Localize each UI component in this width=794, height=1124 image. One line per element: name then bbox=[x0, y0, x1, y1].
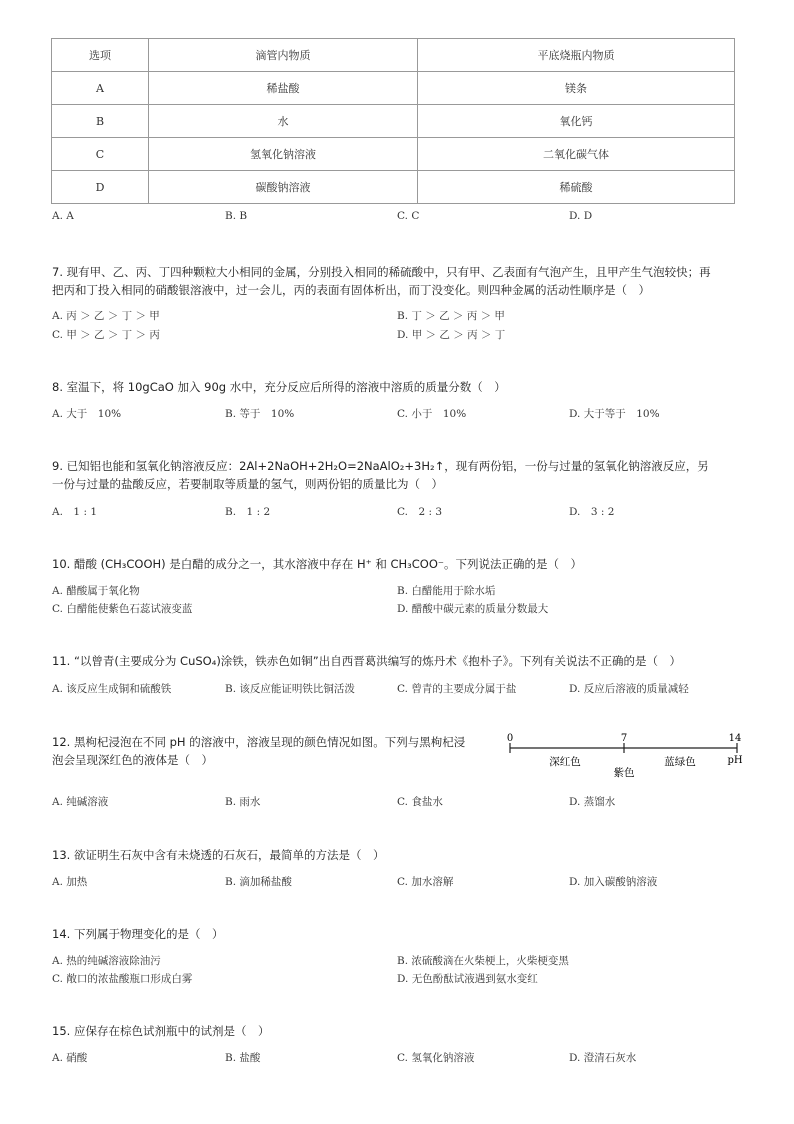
table-row bbox=[52, 138, 735, 171]
q7-options-row2 bbox=[52, 327, 742, 343]
table-header-cell: 选项 bbox=[52, 39, 149, 72]
option-a[interactable]: A. 醋酸属于氧化物 bbox=[52, 585, 140, 597]
option-b[interactable]: B. 浓硫酸滴在火柴梗上，火柴梗变黑 bbox=[397, 955, 569, 967]
table-header-row bbox=[52, 39, 735, 72]
question-text: 12. 黑枸杞浸泡在不同 pH 的溶液中，溶液呈现的颜色情况如图。下列与黑枸杞浸 bbox=[52, 735, 466, 749]
question-text: 把丙和丁投入相同的硝酸银溶液中，过一会儿，丙的表面有固体析出，而丁没变化。则四种金属的活动性顺序是（ ） bbox=[52, 283, 650, 297]
question-text: 14. 下列属于物理变化的是（ ） bbox=[52, 927, 224, 941]
option-b[interactable]: B. 白醋能用于除水垢 bbox=[397, 585, 496, 597]
question-15 bbox=[52, 1022, 742, 1040]
table-header-cell: 滴管内物质 bbox=[149, 39, 418, 72]
option-a[interactable]: A. 大于 10% bbox=[52, 408, 122, 420]
q15-options bbox=[52, 1050, 742, 1066]
q9-options bbox=[52, 504, 742, 520]
option-b[interactable]: B. B bbox=[225, 210, 248, 222]
table-row bbox=[52, 171, 735, 204]
option-c[interactable]: C. 甲 ＞ 乙 ＞ 丁 ＞ 丙 bbox=[52, 329, 160, 341]
question-10 bbox=[52, 555, 742, 573]
q14-options-row1 bbox=[52, 953, 742, 969]
option-d[interactable]: D. 3 : 2 bbox=[569, 506, 615, 518]
question-text: 一份与过量的盐酸反应，若要制取等质量的氢气，则两份铝的质量比为（ ） bbox=[52, 477, 443, 491]
q14-options-row2 bbox=[52, 971, 742, 987]
question-text: 11. “以曾青(主要成分为 CuSO₄)涂铁，铁赤色如铜”出自西晋葛洪编写的炼丹术《抱朴子》。下列有关说法不正确的是（ ） bbox=[52, 654, 682, 668]
table-cell: 氢氧化钠溶液 bbox=[149, 138, 418, 171]
question-13 bbox=[52, 846, 742, 864]
option-c[interactable]: C. C bbox=[397, 210, 420, 222]
q12-options bbox=[52, 794, 742, 810]
options-table bbox=[51, 38, 735, 204]
q8-options bbox=[52, 406, 742, 422]
table-cell: 氧化钙 bbox=[418, 105, 735, 138]
q13-options bbox=[52, 874, 742, 890]
ph-tick-label: 0 bbox=[506, 733, 514, 744]
option-c[interactable]: C. 白醋能使紫色石蕊试液变蓝 bbox=[52, 603, 193, 615]
option-a[interactable]: A. 加热 bbox=[52, 876, 88, 888]
ph-scale-figure bbox=[505, 732, 745, 782]
option-b[interactable]: B. 滴加稀盐酸 bbox=[225, 876, 292, 888]
table-cell: 稀盐酸 bbox=[149, 72, 418, 105]
option-c[interactable]: C. 曾青的主要成分属于盐 bbox=[397, 683, 517, 695]
table-cell: 碳酸钠溶液 bbox=[149, 171, 418, 204]
question-11 bbox=[52, 652, 742, 670]
table-row bbox=[52, 105, 735, 138]
ph-unit-label: pH bbox=[727, 755, 743, 766]
table-cell: D bbox=[52, 171, 149, 204]
ph-zone-label: 蓝绿色 bbox=[664, 756, 696, 768]
option-d[interactable]: D. 甲 ＞ 乙 ＞ 丙 ＞ 丁 bbox=[397, 329, 506, 341]
question-12 bbox=[52, 733, 492, 769]
option-b[interactable]: B. 丁 ＞ 乙 ＞ 丙 ＞ 甲 bbox=[397, 310, 505, 322]
q11-options bbox=[52, 681, 742, 697]
question-8 bbox=[52, 378, 742, 396]
question-text: 15. 应保存在棕色试剂瓶中的试剂是（ ） bbox=[52, 1024, 270, 1038]
option-c[interactable]: C. 2 : 3 bbox=[397, 506, 443, 518]
option-b[interactable]: B. 1 : 2 bbox=[225, 506, 271, 518]
q10-options-row1 bbox=[52, 583, 742, 599]
table-cell: 稀硫酸 bbox=[418, 171, 735, 204]
table-cell: A bbox=[52, 72, 149, 105]
table-cell: 水 bbox=[149, 105, 418, 138]
option-a[interactable]: A. 该反应生成铜和硫酸铁 bbox=[52, 683, 172, 695]
option-b[interactable]: B. 雨水 bbox=[225, 796, 261, 808]
table-header-cell: 平底烧瓶内物质 bbox=[418, 39, 735, 72]
option-a[interactable]: A. 丙 ＞ 乙 ＞ 丁 ＞ 甲 bbox=[52, 310, 160, 322]
question-text: 8. 室温下，将 10gCaO 加入 90g 水中，充分反应后所得的溶液中溶质的质量分数（ ） bbox=[52, 380, 506, 394]
ph-zone-label: 紫色 bbox=[613, 767, 635, 779]
option-a[interactable]: A. 热的纯碱溶液除油污 bbox=[52, 955, 161, 967]
table-row bbox=[52, 72, 735, 105]
ph-tick-label: 14 bbox=[728, 733, 742, 744]
option-d[interactable]: D. D bbox=[569, 210, 593, 222]
question-text: 7. 现有甲、乙、丙、丁四种颗粒大小相同的金属，分别投入相同的稀硫酸中，只有甲、乙表面有气泡产生，且甲产生气泡较快；再 bbox=[52, 265, 711, 279]
option-c[interactable]: C. 加水溶解 bbox=[397, 876, 454, 888]
option-b[interactable]: B. 该反应能证明铁比铜活泼 bbox=[225, 683, 355, 695]
ph-zone-label: 深红色 bbox=[549, 756, 581, 768]
option-a[interactable]: A. 1 : 1 bbox=[52, 506, 97, 518]
option-c[interactable]: C. 小于 10% bbox=[397, 408, 467, 420]
option-a[interactable]: A. 硝酸 bbox=[52, 1052, 88, 1064]
option-d[interactable]: D. 澄清石灰水 bbox=[569, 1052, 637, 1064]
option-d[interactable]: D. 加入碳酸钠溶液 bbox=[569, 876, 658, 888]
option-a[interactable]: A. A bbox=[52, 210, 74, 222]
option-c[interactable]: C. 敞口的浓盐酸瓶口形成白雾 bbox=[52, 973, 193, 985]
option-d[interactable]: D. 蒸馏水 bbox=[569, 796, 616, 808]
option-a[interactable]: A. 纯碱溶液 bbox=[52, 796, 109, 808]
q10-options-row2 bbox=[52, 601, 742, 617]
table-cell: C bbox=[52, 138, 149, 171]
question-text: 9. 已知铝也能和氢氧化钠溶液反应：2Al+2NaOH+2H₂O=2NaAlO₂+3H₂↑，现有两份铝，一份与过量的氢氧化钠溶液反应，另 bbox=[52, 459, 709, 473]
question-9 bbox=[52, 457, 742, 493]
option-b[interactable]: B. 盐酸 bbox=[225, 1052, 261, 1064]
option-b[interactable]: B. 等于 10% bbox=[225, 408, 295, 420]
q6-options bbox=[52, 210, 742, 226]
option-d[interactable]: D. 大于等于 10% bbox=[569, 408, 660, 420]
question-text: 13. 欲证明生石灰中含有未烧透的石灰石，最简单的方法是（ ） bbox=[52, 848, 385, 862]
table-cell: 镁条 bbox=[418, 72, 735, 105]
option-d[interactable]: D. 醋酸中碳元素的质量分数最大 bbox=[397, 603, 549, 615]
question-14 bbox=[52, 925, 742, 943]
question-text: 10. 醋酸 (CH₃COOH) 是白醋的成分之一，其水溶液中存在 H⁺ 和 CH₃COO⁻。下列说法正确的是（ ） bbox=[52, 557, 582, 571]
q7-options-row1 bbox=[52, 308, 742, 324]
ph-tick-label: 7 bbox=[620, 733, 628, 744]
option-d[interactable]: D. 反应后溶液的质量减轻 bbox=[569, 683, 689, 695]
table-cell: 二氧化碳气体 bbox=[418, 138, 735, 171]
option-c[interactable]: C. 食盐水 bbox=[397, 796, 443, 808]
option-c[interactable]: C. 氢氧化钠溶液 bbox=[397, 1052, 475, 1064]
option-d[interactable]: D. 无色酚酞试液遇到氨水变红 bbox=[397, 973, 538, 985]
question-text: 泡会呈现深红色的液体是（ ） bbox=[52, 753, 213, 767]
ph-color-scale bbox=[505, 732, 745, 782]
question-7 bbox=[52, 263, 742, 299]
table-cell: B bbox=[52, 105, 149, 138]
